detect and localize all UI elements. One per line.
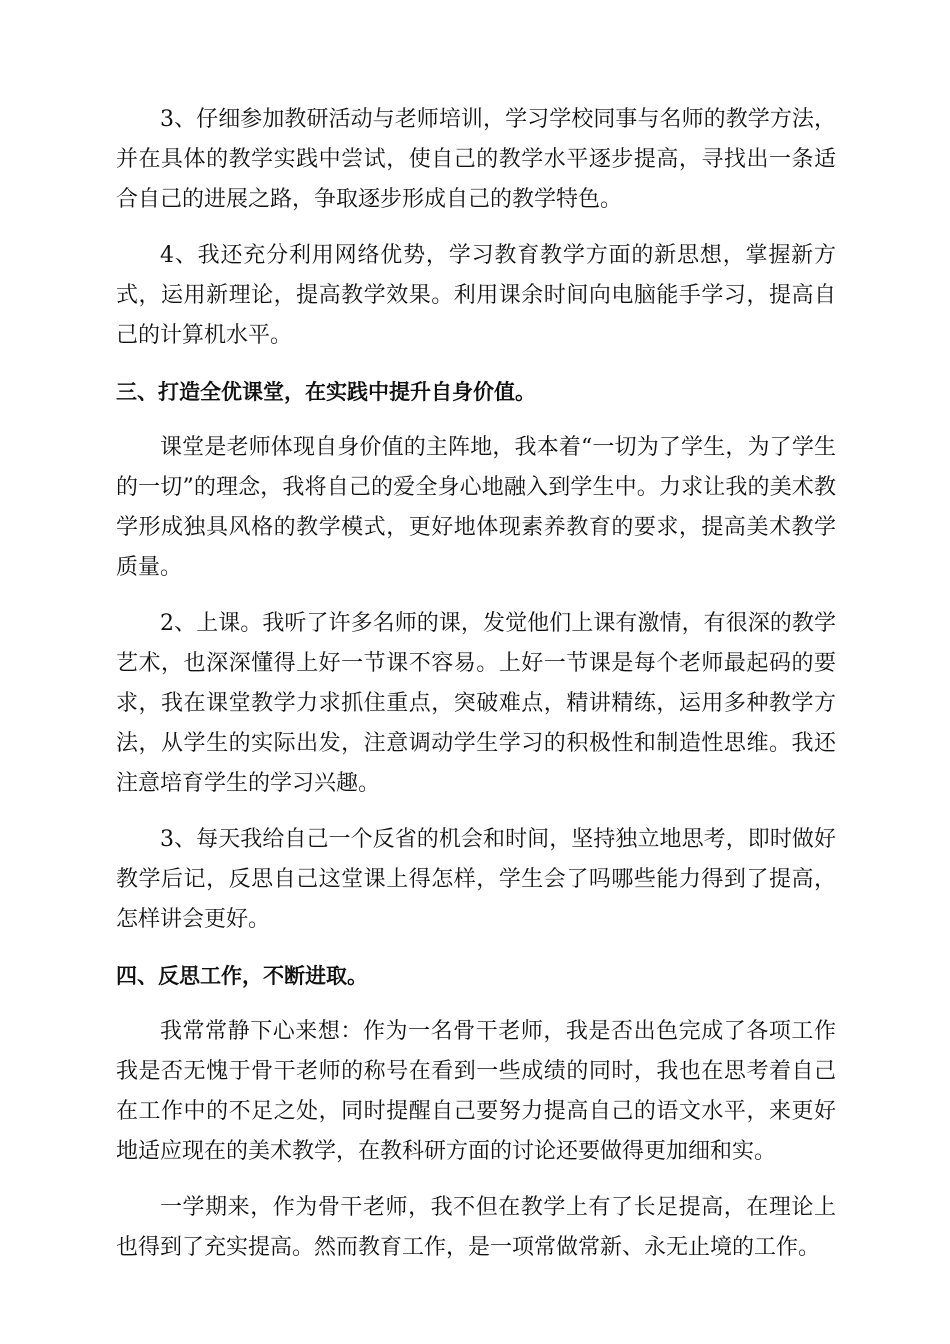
section-heading-3: 三、打造全优课堂，在实践中提升自身价值。 — [116, 380, 536, 404]
paragraph-self-reflection: 我常常静下心来想：作为一名骨干老师，我是否出色完成了各项工作我是否无愧于骨干老师的称号在看到一些成绩的同时，我也在思考着自己在工作中的不足之处，同时提醒自己要努力提高自己的语文水平，来更好地适应现在的美术教学，在教科研方面的讨论还要做得更加细和实。 — [116, 1019, 836, 1164]
paragraph-item-3-research: 3、仔细参加教研活动与老师培训，学习学校同事与名师的教学方法，并在具体的教学实践中尝试，使自己的教学水平逐步提高，寻找出一条适合自己的进展之路，争取逐步形成自己的教学特色。 — [116, 107, 836, 212]
paragraph-semester-summary: 一学期来，作为骨干老师，我不但在教学上有了长足提高，在理论上也得到了充实提高。然而教育工作，是一项常做常新、永无止境的工作。 — [116, 1195, 836, 1260]
paragraph-item-4-network: 4、我还充分利用网络优势，学习教育教学方面的新思想，掌握新方式，运用新理论，提高教学效果。利用课余时间向电脑能手学习，提高自己的计算机水平。 — [116, 243, 836, 348]
paragraph-classroom: 课堂是老师体现自身价值的主阵地，我本着“一切为了学生，为了学生的一切”的理念，我将自己的爱全身心地融入到学生中。力求让我的美术教学形成独具风格的教学模式，更好地体现素养教育的要求，提高美术教学质量。 — [116, 435, 836, 580]
paragraph-item-2-lessons: 2、上课。我听了许多名师的课，发觉他们上课有激情，有很深的教学艺术，也深深懂得上好一节课不容易。上好一节课是每个老师最起码的要求，我在课堂教学力求抓住重点，突破难点，精讲精练，运用多种教学方法，从学生的实际出发，注意调动学生学习的积极性和制造性思维。我还注意培育学生的学习兴趣。 — [116, 611, 836, 796]
paragraph-item-3-reflection: 3、每天我给自己一个反省的机会和时间，坚持独立地思考，即时做好教学后记，反思自己这堂课上得怎样，学生会了吗哪些能力得到了提高，怎样讲会更好。 — [116, 827, 836, 932]
section-heading-4: 四、反思工作，不断进取。 — [116, 964, 368, 988]
document-page — [116, 100, 836, 1284]
